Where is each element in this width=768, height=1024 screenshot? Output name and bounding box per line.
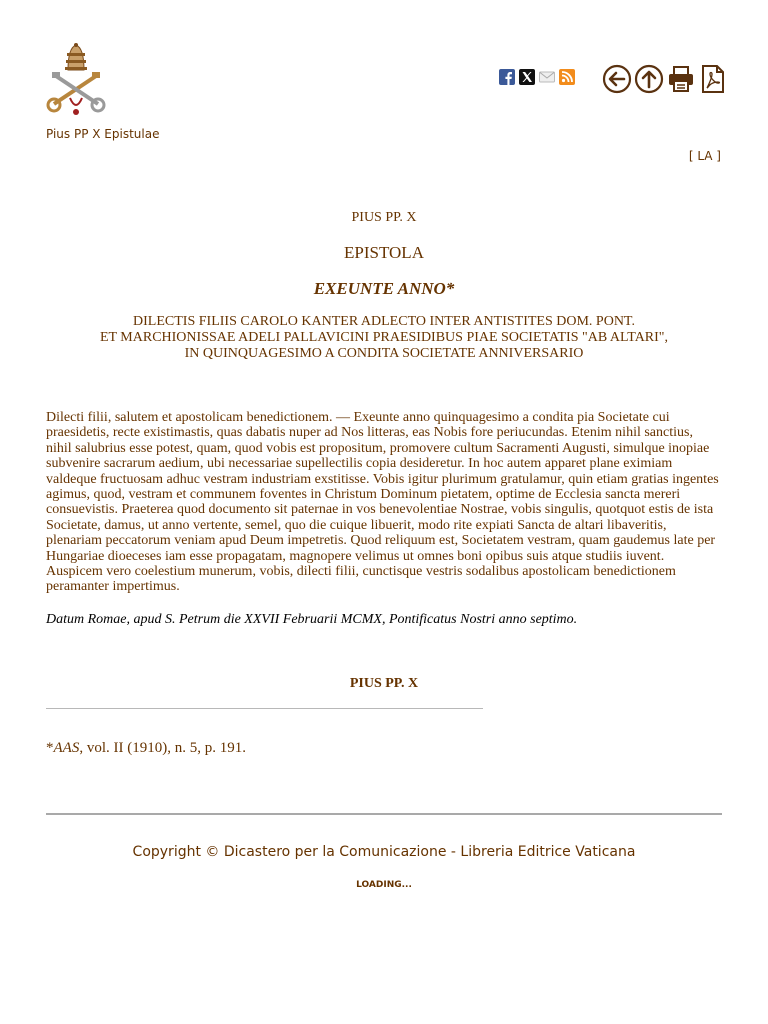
language-selector[interactable]: [ LA ] (688, 149, 721, 163)
back-arrow-icon[interactable] (602, 64, 632, 94)
footer-divider (46, 813, 722, 815)
address-line: ET MARCHIONISSAE ADELI PALLAVICINI PRAESIDIBUS PIAE SOCIETATIS "AB ALTARI", (99, 330, 669, 345)
footnote-reference: , vol. II (1910), n. 5, p. 191. (79, 740, 246, 756)
footnote-divider (46, 708, 483, 709)
rss-icon[interactable] (559, 69, 575, 85)
print-icon[interactable] (666, 64, 696, 94)
vatican-coat-of-arms-logo[interactable] (44, 42, 108, 118)
document-author: PIUS PP. X (351, 210, 417, 225)
copyright-notice: Copyright © Dicastero per la Comunicazione - Libreria Editrice Vaticana (132, 844, 636, 860)
document-nav (602, 64, 728, 94)
facebook-icon[interactable] (499, 69, 515, 85)
breadcrumb[interactable]: Pius PP X Epistulae (46, 127, 160, 141)
footnote-marker: * (46, 740, 54, 756)
footnote (46, 740, 246, 757)
share-bar (499, 69, 575, 85)
pdf-icon[interactable] (698, 64, 728, 94)
footnote-source: AAS (53, 740, 80, 756)
up-arrow-icon[interactable] (634, 64, 664, 94)
document-signature: PIUS PP. X (349, 676, 419, 691)
loading-indicator: LOADING... (356, 880, 412, 890)
document-body: Dilecti filii, salutem et apostolicam benedictionem. — Exeunte anno quinquagesimo a condita pia Societate cui praesidetis, recte existimastis, quas dabatis nuper ad Nos litteras, eas Nobis fore periucundas. Etenim nihil sanctius, nihil salubrius esse potest, quam, quod vobis est propositum, promovere cultum Sacramenti Augusti, simulque inopiae subvenire sacrarum aedium, ubi necessariae supellectilis copia desideretur. In hoc autem apparet plane eximiam valdeque fructuosam adhuc vestram industriam exstitisse. Vobis igitur plurimum gratulamur, quin etiam gratias ingentes agimus, quod, vestram et communem foventes in Christum Dominum pietatem, optime de Ecclesia sancta mereri consuevistis. Praeterea quod documento sit paternae in vos benevolentiae Nostrae, vobis singulis, quotquot estis de ista Societate, damus, ut anno vertente, semel, quo die cuique libuerit, modo rite expiati Sancta de altari libaveritis, plenariam peccatorum veniam apud Deum impetretis. Quod reliquum est, Societatem vestram, quam gaudemus late per Hungariae dioeceses iam esse propagatam, magnopere velimus ut omnes boni opibus suis atque studiis iuvent. Auspicem vero coelestium munerum, vobis, dilecti filii, cunctisque vestris sodalibus apostolicam benedictionem peramanter impertimus. (46, 410, 719, 595)
address-line: DILECTIS FILIIS CAROLO KANTER ADLECTO INTER ANTISTITES DOM. PONT. (133, 314, 635, 329)
address-line: IN QUINQUAGESIMO A CONDITA SOCIETATE ANNIVERSARIO (184, 346, 584, 361)
email-icon[interactable] (539, 69, 555, 85)
document-date: Datum Romae, apud S. Petrum die XXVII Februarii MCMX, Pontificatus Nostri anno septimo. (46, 612, 578, 627)
document-addressees (46, 314, 722, 362)
document-type: EPISTOLA (344, 243, 424, 262)
document-title: EXEUNTE ANNO* (313, 279, 455, 298)
x-icon[interactable] (519, 69, 535, 85)
